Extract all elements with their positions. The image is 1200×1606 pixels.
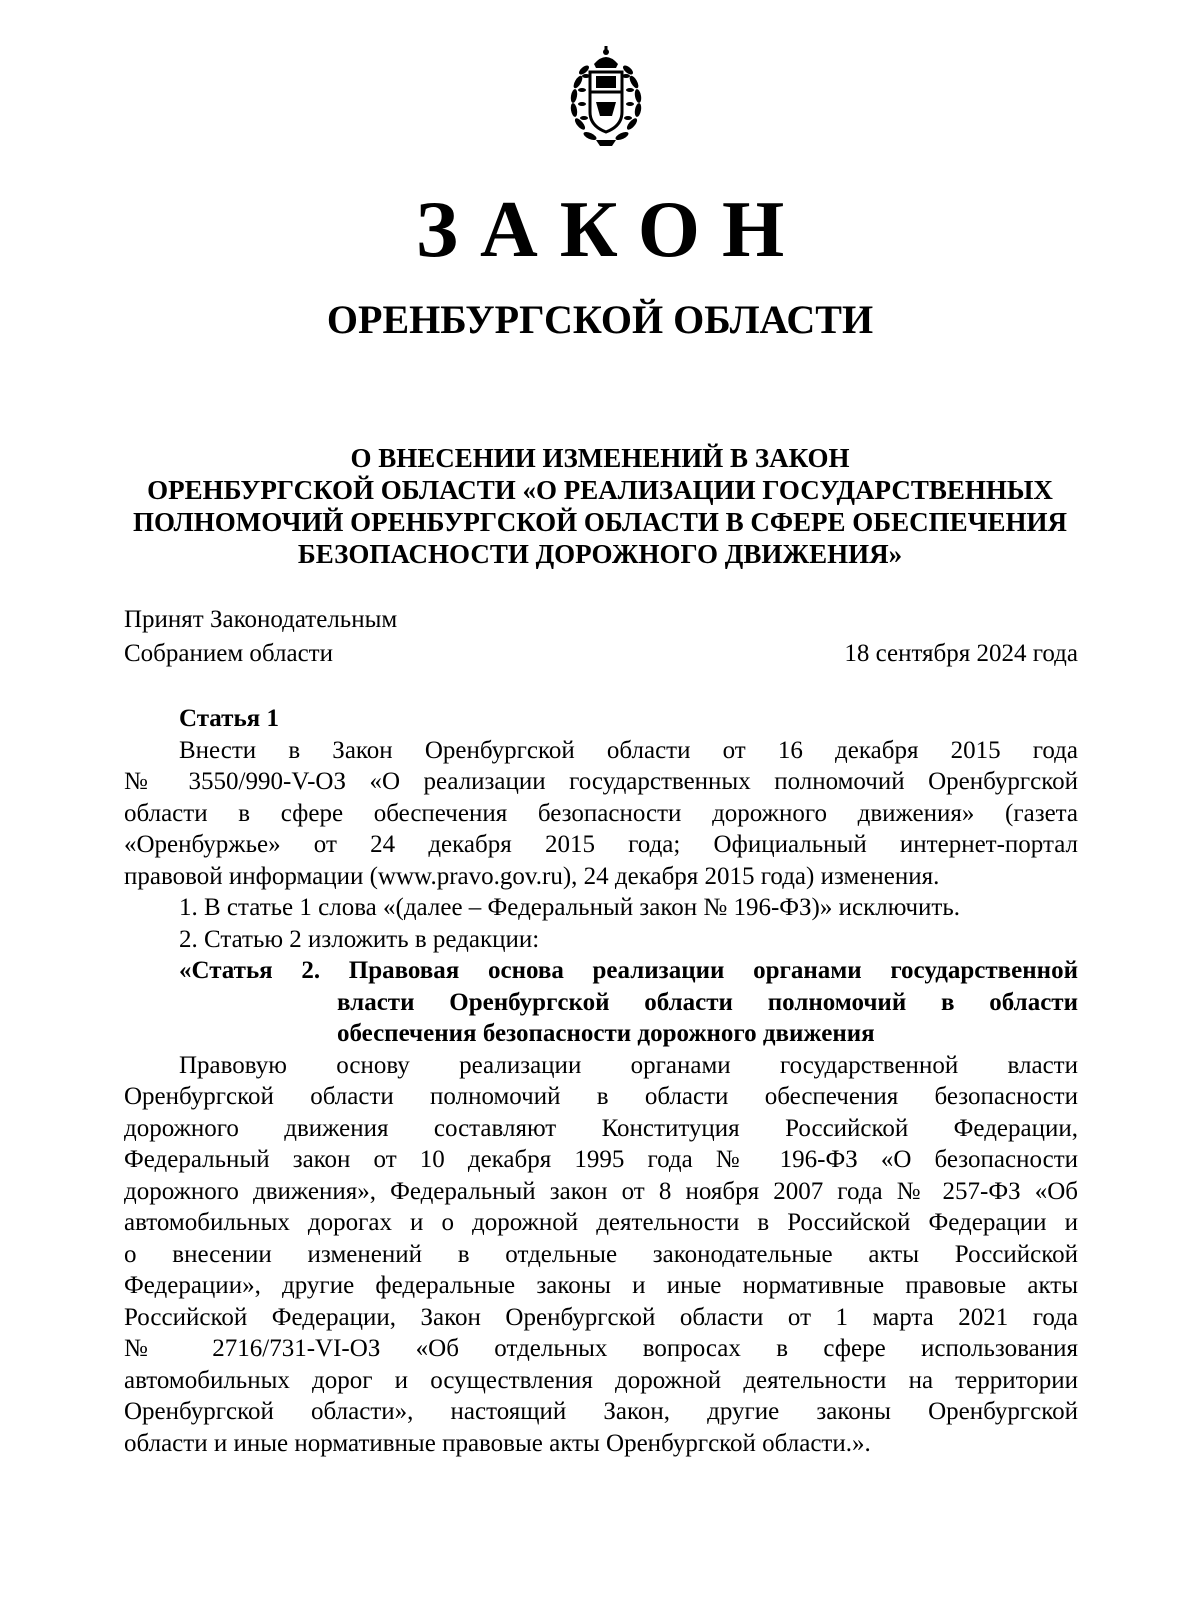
- quoted-body-line: области и иные нормативные правовые акты Оренбургской области.».: [124, 1429, 871, 1457]
- quoted-body-line: дорожного движения», Федеральный закон от 8 ноября 2007 года № 257-ФЗ «Об: [124, 1177, 1078, 1205]
- adoption-line: Собранием области: [124, 640, 333, 667]
- quoted-body-line: Федеральный закон от 10 декабря 1995 года № 196-ФЗ «О безопасности: [124, 1146, 1078, 1173]
- paragraph-line: № 3550/990-V-ОЗ «О реализации государственных полномочий Оренбургской: [124, 768, 1078, 795]
- quoted-body-line: автомобильных дорог и осуществления дорожной деятельности на территории: [124, 1366, 1078, 1394]
- coat-of-arms-emblem: [560, 46, 652, 148]
- quoted-body-line: № 2716/731-VI-ОЗ «Об отдельных вопросах в сфере использования: [124, 1335, 1078, 1362]
- document-heading: [120, 442, 1080, 570]
- quoted-body-line: дорожного движения составляют Конституция Российской Федерации,: [124, 1114, 1078, 1142]
- quoted-body-line: Российской Федерации, Закон Оренбургской области от 1 марта 2021 года: [124, 1303, 1078, 1331]
- paragraph-line: «Оренбуржье» от 24 декабря 2015 года; Официальный интернет-портал: [124, 831, 1078, 858]
- adoption-note: [124, 603, 397, 671]
- quoted-body-line: о внесении изменений в отдельные законодательные акты Российской: [124, 1240, 1078, 1268]
- law-title: ЗАКОН: [415, 186, 807, 274]
- heading-line: БЕЗОПАСНОСТИ ДОРОЖНОГО ДВИЖЕНИЯ»: [297, 539, 903, 569]
- region-title: ОРЕНБУРГСКОЙ ОБЛАСТИ: [326, 297, 874, 342]
- article-label: Статья 1: [179, 705, 279, 732]
- adoption-line: Принят Законодательным: [124, 606, 398, 633]
- quoted-body-line: Федерации», другие федеральные законы и иные нормативные правовые акты: [124, 1272, 1078, 1299]
- amendment-item-2: 2. Статью 2 изложить в редакции:: [179, 925, 540, 953]
- quoted-body-line: Правовую основу реализации органами государственной власти: [179, 1051, 1078, 1079]
- heading-line: ПОЛНОМОЧИЙ ОРЕНБУРГСКОЙ ОБЛАСТИ В СФЕРЕ ОБЕСПЕЧЕНИЯ: [133, 507, 1067, 537]
- paragraph-line: правовой информации (www.pravo.gov.ru), 24 декабря 2015 года) изменения.: [124, 862, 940, 890]
- quoted-body-line: Оренбургской области», настоящий Закон, другие законы Оренбургской: [124, 1398, 1078, 1425]
- quoted-body-line: автомобильных дорогах и о дорожной деятельности в Российской Федерации и: [124, 1209, 1078, 1236]
- paragraph-line: Внести в Закон Оренбургской области от 16 декабря 2015 года: [179, 736, 1078, 764]
- article-1: [124, 703, 1078, 1459]
- quoted-article-heading: «Статья 2. Правовая основа реализации органами государственной: [179, 957, 1078, 984]
- quoted-article-heading: обеспечения безопасности дорожного движения: [337, 1020, 875, 1047]
- quoted-article-heading: власти Оренбургской области полномочий в области: [337, 988, 1078, 1016]
- quoted-body-line: Оренбургской области полномочий в области обеспечения безопасности: [124, 1083, 1078, 1110]
- paragraph-line: области в сфере обеспечения безопасности дорожного движения» (газета: [124, 799, 1078, 827]
- heading-line: ОРЕНБУРГСКОЙ ОБЛАСТИ «О РЕАЛИЗАЦИИ ГОСУДАРСТВЕННЫХ: [147, 475, 1053, 505]
- amendment-item-1: 1. В статье 1 слова «(далее – Федеральный закон № 196-ФЗ)» исключить.: [179, 894, 960, 921]
- heading-line: О ВНЕСЕНИИ ИЗМЕНЕНИЙ В ЗАКОН: [350, 443, 850, 473]
- adoption-date: 18 сентября 2024 года: [844, 640, 1078, 667]
